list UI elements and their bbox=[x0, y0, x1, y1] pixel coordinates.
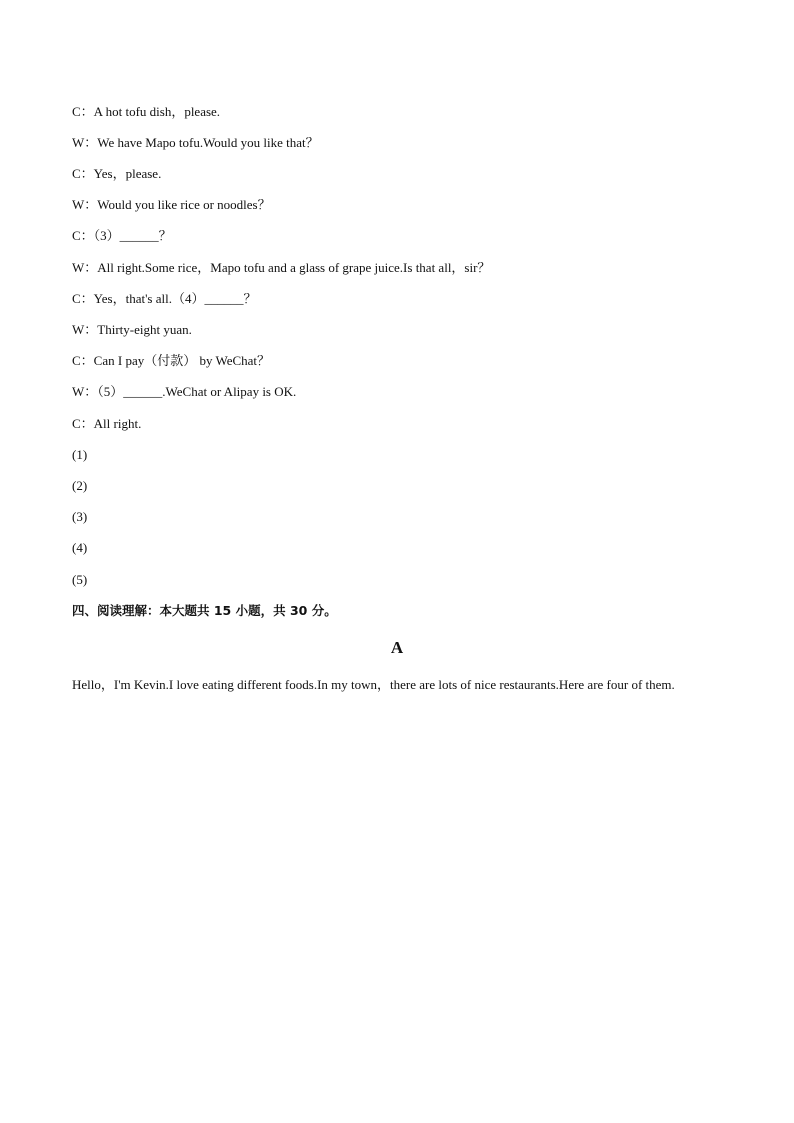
passage-label: A bbox=[390, 638, 404, 657]
passage-intro: Hello，I'm Kevin.I love eating different foods.In my town，there are lots of nice restaurants.Here are four of them. bbox=[72, 677, 675, 692]
answer-label: (3) bbox=[72, 509, 88, 524]
dialogue-line: W：Would you like rice or noodles？ bbox=[72, 197, 271, 212]
dialogue-line: C：（3）______？ bbox=[72, 228, 172, 243]
dialogue-line: W：（5）______.WeChat or Alipay is OK. bbox=[72, 384, 297, 399]
dialogue-line: W：All right.Some rice，Mapo tofu and a glass of grape juice.Is that all，sir？ bbox=[72, 260, 491, 275]
dialogue-line: C：Can I pay（付款） by WeChat？ bbox=[72, 353, 271, 368]
answer-label: (2) bbox=[72, 478, 88, 493]
dialogue-line: C：Yes，that's all.（4）______？ bbox=[72, 291, 257, 306]
dialogue-line: C：Yes，please. bbox=[72, 166, 162, 181]
dialogue-line: C：All right. bbox=[72, 416, 142, 431]
dialogue-line: W：We have Mapo tofu.Would you like that？ bbox=[72, 135, 319, 150]
dialogue-line: C：A hot tofu dish，please. bbox=[72, 104, 221, 119]
dialogue-line: W：Thirty-eight yuan. bbox=[72, 322, 192, 337]
answer-label: (1) bbox=[72, 447, 88, 462]
answer-label: (5) bbox=[72, 572, 88, 587]
answer-label: (4) bbox=[72, 540, 88, 555]
section-heading: 四、阅读理解：本大题共 15 小题，共 30 分。 bbox=[72, 603, 337, 618]
